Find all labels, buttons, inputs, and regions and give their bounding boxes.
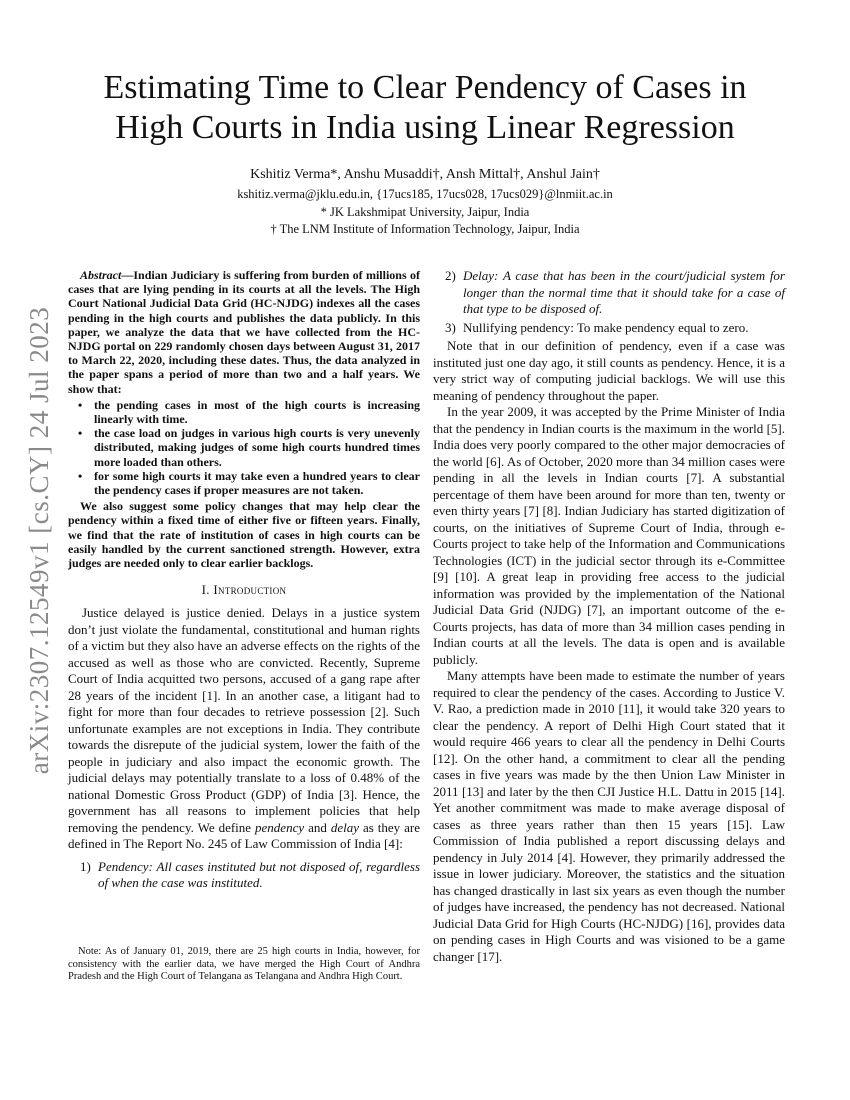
definition-text: All cases instituted but not disposed of, regardless of when the case was instituted. [98,858,420,891]
definition-term: Pendency: [98,858,153,874]
intro-paragraph-1 [68,605,420,853]
intro-paragraph-2: Note that in our definition of pendency, even if a case was instituted just one day ago, it still counts as pendency. Hence, it is a very strict way of computing judicial backlogs. We will use this meaning of pendency throughout the paper. [433,338,785,403]
term-delay: delay [330,819,359,835]
definition-term: Delay: [463,268,499,283]
affiliation-2: † The LNM Institute of Information Technology, Jaipur, India [270,222,580,236]
definition-text: Nullifying pendency: To make pendency equal to zero. [463,319,749,335]
intro-paragraph-1-end: as they are defined in The Report No. 245 of Law Commission of India [4]: [68,819,420,852]
left-column [68,268,420,894]
definition-item [433,268,785,318]
author-list: Kshitiz Verma*, Anshu Musaddi†, Ansh Mittal†, Anshul Jain† [250,167,600,182]
definition-item [68,859,420,892]
footnote: Note: As of January 01, 2019, there are 25 high courts in India, however, for consistency with the earlier data, we have merged the High Court of Andhra Pradesh and the High Court of Telangana as Telangana and Andhra High Court. [68,946,420,983]
abstract-finding: • the pending cases in most of the high courts is increasing linearly with time. [94,398,420,426]
abstract-finding: • for some high courts it may take even a hundred years to clear the pendency cases if proper measures are not taken. [94,469,420,497]
title-line-1: Estimating Time to Clear Pendency of Cases in [103,69,747,106]
definition-number: 3) [445,319,456,335]
abstract-closing: We also suggest some policy changes that may help clear the pendency within a fixed time of either five or fifteen years. Finally, we find that the rate of institution of cases in high courts can be easily handled by the current sanctioned strength. However, extra judges are needed only to clear earlier backlogs. [68,499,420,571]
definition-text: A case that has been in the court/judicial system for longer than the normal time that it should take for a case of that type to be disposed of. [463,268,785,316]
abstract-label: Abstract [80,268,122,282]
right-column [433,268,785,965]
definition-number: 1) [80,858,91,874]
paper-title [60,68,790,148]
intro-paragraph-1-text: Justice delayed is justice denied. Delays in a justice system don’t just violate the fundamental, constitutional and human rights of a victim but they also have an adverse effects on the rights of the accused as well as those who are convicted. Recently, Supreme Court of India acquitted two persons, accused of a gang rape after 28 years of the incident [1]. In an another case, a litigant had to fight for more than four decades to retrieve possession [2]. Such unfortunate examples are not exceptions in India. They contribute towards the disrepute of the judicial system, lower the faith of the people in judiciary and also impact the economic growth. The judicial delays may potentially translate to a loss of 0.48% of the national Domestic Gross Product (GDP) of India [3]. Hence, the government has all reasons to implement policies that help removing the pendency. We define [68,605,420,835]
author-emails: kshitiz.verma@jklu.edu.in, {17ucs185, 17ucs028, 17ucs029}@lnmiit.ac.in [237,187,613,201]
title-line-2: High Courts in India using Linear Regression [115,109,735,146]
abstract-finding: • the case load on judges in various high courts is very unevenly distributed, making judges of some high courts hundred times more loaded than others. [94,426,420,469]
affiliation-1: * JK Lakshmipat University, Jaipur, India [320,205,530,219]
arxiv-identifier: arXiv:2307.12549v1 [cs.CY] 24 Jul 2023 [24,306,55,774]
connector-and: and [304,819,331,835]
abstract-intro [68,268,420,396]
definition-list [68,859,420,892]
term-pendency: pendency [255,819,305,835]
abstract-intro-text: —Indian Judiciary is suffering from burden of millions of cases that are lying pending in its courts at all the levels. The High Court National Judicial Data Grid (HC-NJDG) indexes all the cases pending in the high courts and publishes the data publicly. In this paper, we analyze the data that we have collected from the HC-NJDG portal on 229 randomly chosen days between August 31, 2017 to March 22, 2020, including these dates. Thus, the data analyzed in the paper spans a period of more than two and a half years. We show that: [68,268,420,396]
intro-paragraph-3: In the year 2009, it was accepted by the Prime Minister of India that the pendency in Indian courts is the maximum in the world [5]. India does very poorly compared to the other major democracies of the world [6]. As of October, 2020 more than 34 million cases were pending in all the levels in Indian courts [7]. A substantial percentage of them have been around for more than ten, twenty or even thirty years [7] [8]. Indian Judiciary has started digitization of courts, on the initiatives of Supreme Court of India, through e-Courts project to take help of the Information and Communications Technologies (ICT) in the judicial sector through its e-Committee [9] [10]. A great leap in providing free access to the judicial information was provided by the implementation of the National Judicial Data Grid (NJDG) [7], an important outcome of the e-Courts projects, has data of more than 34 million cases pending in Indian courts at all the levels. The data is open and is available publicly. [433,404,785,667]
intro-paragraph-4: Many attempts have been made to estimate the number of years required to clear the pendency of the cases. According to Justice V. V. Rao, a prediction made in 2010 [11], it would take 320 years to clear the pendency. A report of Delhi High Court stated that it would require 466 years to clear all the pendency in Delhi Courts [12]. On the other hand, a commitment to clear all the pending cases in five years was made by the then Union Law Minister in 2011 [13] and later by the then CJI Justice H.L. Dattu in 2015 [14]. Yet another commitment was made to make average disposal of cases as three years rather than then 15 years [15]. Law Commission of India published a report discussing delays and pendency in July 2014 [4]. However, they primarily addressed the issue in lower judiciary. Moreover, the statistics and the situation has changed drastically in last six years as even though the number of judges have increased, the pendency has not decreased. National Judicial Data Grid for High Courts (HC-NJDG) [16], provides data on pending cases in High Courts and was visioned to be a game changer [17]. [433,668,785,964]
definition-number: 2) [445,268,456,283]
section-heading-introduction: I. Introduction [201,582,287,598]
definition-item [433,320,785,337]
abstract-findings-list [68,398,420,497]
definition-list-continued [433,268,785,336]
